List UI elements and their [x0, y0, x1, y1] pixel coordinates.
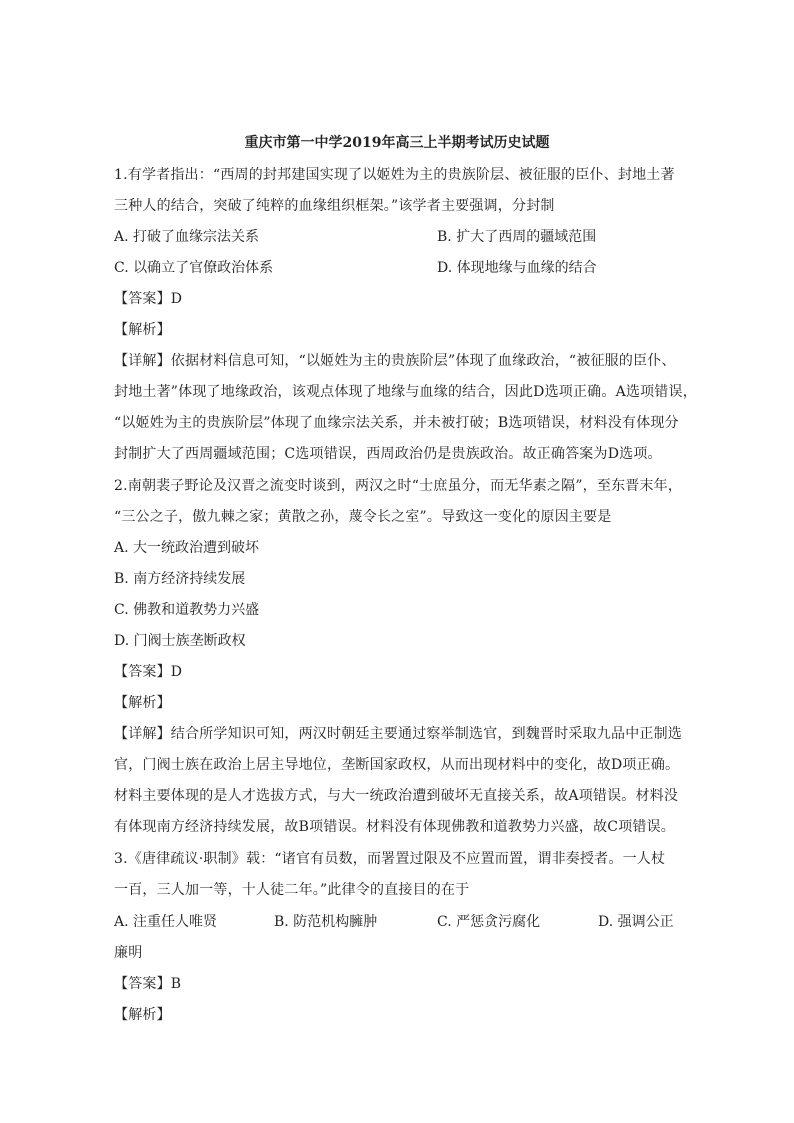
q1-option-b: B. 扩大了西周的疆域范围 [437, 229, 597, 245]
q2-option-c: C. 佛教和道教势力兴盛 [114, 602, 260, 618]
q3-option-d-wrap: 廉明 [114, 945, 143, 961]
q2-detail-line-1: 【详解】结合所学知识可知，两汉时朝廷主要通过察举制选官，到魏晋时采取九品中正制选 [114, 726, 682, 742]
q2-option-a: A. 大一统政治遭到破坏 [114, 540, 260, 556]
q3-option-d: D. 强调公正 [598, 914, 674, 930]
q1-stem-line-1: 1.有学者指出：“西周的封邦建国实现了以姬姓为主的贵族阶层、被征服的臣仆、封地土著 [114, 167, 675, 183]
q3-stem-line-2: 一百，三人加一等，十人徒二年。”此律令的直接目的在于 [114, 882, 470, 898]
q2-detail-line-2: 官，门阀士族在政治上居主导地位，垄断国家政权，从而出现材料中的变化，故D项正确。 [114, 757, 680, 773]
q2-answer: 【答案】D [114, 664, 183, 680]
q2-option-d: D. 门阀士族垄断政权 [114, 633, 246, 649]
q1-option-c: C. 以确立了官僚政治体系 [114, 260, 274, 276]
q1-stem-line-2: 三种人的结合，突破了纯粹的血缘组织框架。”该学者主要强调，分封制 [114, 198, 555, 214]
q3-option-b: B. 防范机构臃肿 [274, 914, 378, 930]
q3-analysis-label: 【解析】 [114, 1007, 171, 1023]
q2-analysis-label: 【解析】 [114, 695, 171, 711]
q2-stem-line-1: 2.南朝裴子野论及汉晋之流变时谈到，两汉之时“士庶虽分，而无华素之隔”，至东晋末年， [114, 478, 683, 494]
q1-option-d: D. 体现地缘与血缘的结合 [437, 260, 597, 276]
q2-detail-line-3: 材料主要体现的是人才选拔方式，与大一统政治遭到破坏无直接关系，故A项错误。材料没 [114, 788, 679, 804]
q2-detail-line-4: 有体现南方经济持续发展，故B项错误。材料没有体现佛教和道教势力兴盛，故C项错误。 [114, 819, 675, 835]
q1-detail-line-2: 封地土著”体现了地缘政治，该观点体现了地缘与血缘的结合，因此D选项正确。A选项错误， [114, 384, 697, 400]
q3-answer: 【答案】B [114, 976, 182, 992]
q2-stem-line-2: “三公之子，傲九棘之家；黄散之孙，蔑令长之室”。导致这一变化的原因主要是 [114, 509, 612, 525]
q1-detail-line-3: “以姬姓为主的贵族阶层”体现了血缘宗法关系，并未被打破；B选项错误，材料没有体现分 [114, 415, 679, 431]
q1-option-a: A. 打破了血缘宗法关系 [114, 229, 260, 245]
q1-detail-line-4: 封制扩大了西周疆域范围；C选项错误，西周政治仍是贵族政治。故正确答案为D选项。 [114, 446, 662, 462]
q2-option-b: B. 南方经济持续发展 [114, 571, 246, 587]
q1-answer: 【答案】D [114, 291, 183, 307]
page-title: 重庆市第一中学2019年高三上半期考试历史试题 [244, 135, 550, 151]
q1-detail-line-1: 【详解】依据材料信息可知，“以姬姓为主的贵族阶层”体现了血缘政治，“被征服的臣仆、 [114, 353, 676, 369]
q1-analysis-label: 【解析】 [114, 322, 171, 338]
q3-option-a: A. 注重任人唯贤 [114, 914, 218, 930]
q3-stem-line-1: 3.《唐律疏议·职制》载：“诸官有员数，而署置过限及不应置而置，谓非奏授者。一人杖 [114, 851, 666, 867]
q3-option-c: C. 严惩贪污腐化 [437, 914, 541, 930]
